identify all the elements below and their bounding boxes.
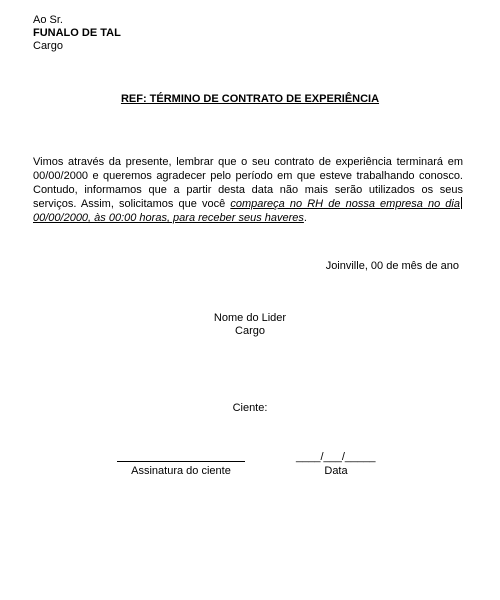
date-label: Data bbox=[324, 465, 348, 477]
recipient-role: Cargo bbox=[33, 40, 63, 52]
body-end: . bbox=[303, 212, 307, 224]
body-text: Vimos através da presente, lembrar que o seu contrato de experiência terminará em 00/00/2000 e queremos agradecer pelo período em que esteve trabalhando conosco. Contudo, informamos que a partir desta data não mais serão utilizados os seus serviços. Assim, solicitamos que você bbox=[33, 156, 463, 210]
greeting: Ao Sr. bbox=[33, 14, 63, 26]
body-paragraph bbox=[33, 155, 463, 225]
ciente-label: Ciente: bbox=[232, 402, 268, 414]
body-emphasis-1: compareça no RH de nossa empresa no dia bbox=[230, 198, 460, 210]
date-blank: ____/___/_____ bbox=[296, 451, 376, 463]
body-emphasis-2: 00/00/2000, às 00:00 horas, para receber seus haveres bbox=[33, 212, 304, 224]
recipient-name: FUNALO DE TAL bbox=[33, 27, 121, 39]
signature-line bbox=[117, 461, 245, 462]
leader-role: Cargo bbox=[235, 325, 265, 337]
reference-title: REF: TÉRMINO DE CONTRATO DE EXPERIÊNCIA bbox=[120, 93, 380, 105]
text-cursor bbox=[461, 197, 462, 209]
employee-signature-label: Assinatura do ciente bbox=[131, 465, 231, 477]
place-date: Joinville, 00 de mês de ano bbox=[325, 260, 459, 272]
leader-name: Nome do Lider bbox=[213, 312, 287, 324]
